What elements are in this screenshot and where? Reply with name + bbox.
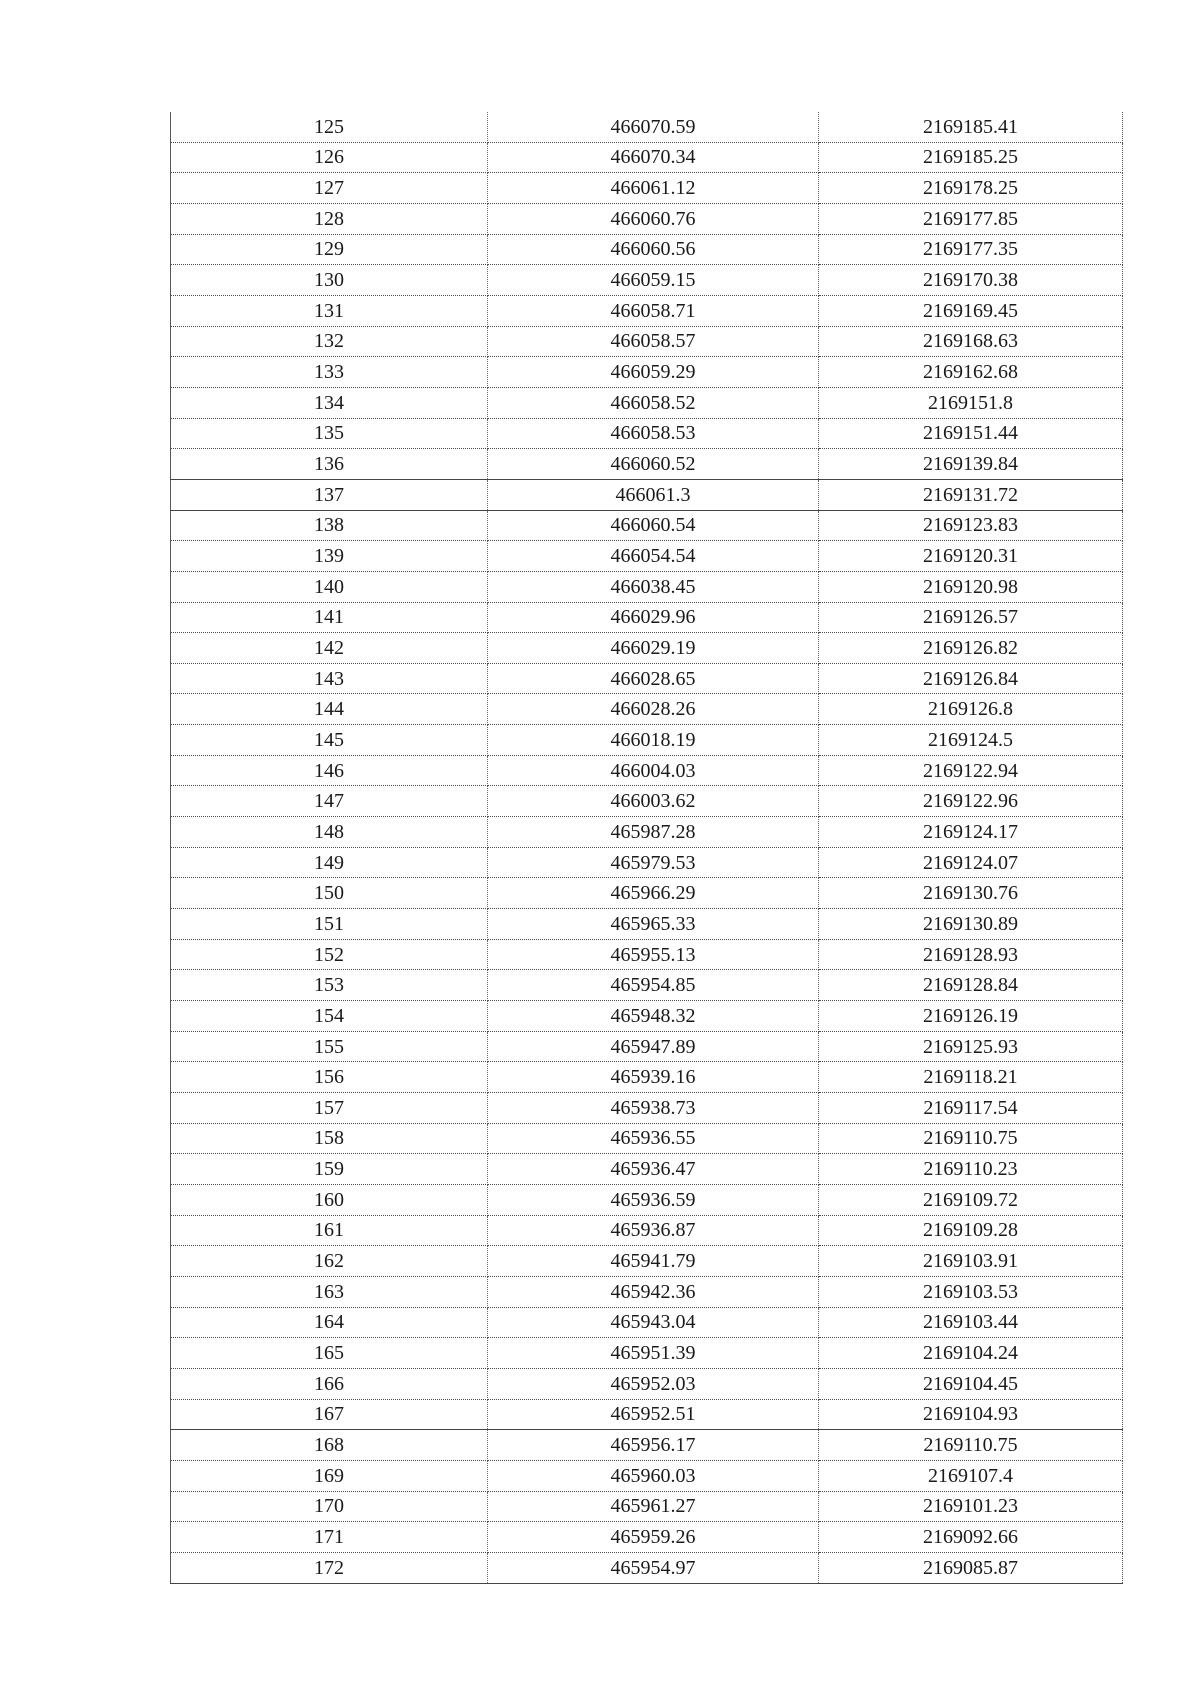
x-coordinate-cell: 465941.79 <box>488 1246 819 1277</box>
table-row <box>171 112 1123 142</box>
table-row <box>171 326 1123 357</box>
point-number-cell: 167 <box>171 1399 488 1430</box>
x-coordinate-cell: 465954.97 <box>488 1552 819 1583</box>
y-coordinate-cell: 2169120.31 <box>819 541 1123 572</box>
x-coordinate-cell: 466070.34 <box>488 142 819 173</box>
x-coordinate-cell: 465938.73 <box>488 1093 819 1124</box>
point-number-cell: 132 <box>171 326 488 357</box>
y-coordinate-cell: 2169126.82 <box>819 633 1123 664</box>
table-row <box>171 1062 1123 1093</box>
y-coordinate-cell: 2169168.63 <box>819 326 1123 357</box>
x-coordinate-cell: 466004.03 <box>488 755 819 786</box>
y-coordinate-cell: 2169139.84 <box>819 449 1123 480</box>
point-number-cell: 159 <box>171 1154 488 1185</box>
table-row <box>171 725 1123 756</box>
table-row <box>171 694 1123 725</box>
table-row <box>171 1001 1123 1032</box>
point-number-cell: 131 <box>171 295 488 326</box>
table-row <box>171 1460 1123 1491</box>
y-coordinate-cell: 2169103.91 <box>819 1246 1123 1277</box>
y-coordinate-cell: 2169185.41 <box>819 112 1123 142</box>
table-row <box>171 1184 1123 1215</box>
x-coordinate-cell: 466058.53 <box>488 418 819 449</box>
y-coordinate-cell: 2169110.75 <box>819 1123 1123 1154</box>
y-coordinate-cell: 2169103.44 <box>819 1307 1123 1338</box>
x-coordinate-cell: 465965.33 <box>488 909 819 940</box>
table-row <box>171 357 1123 388</box>
x-coordinate-cell: 466061.12 <box>488 173 819 204</box>
y-coordinate-cell: 2169120.98 <box>819 571 1123 602</box>
table-row <box>171 1154 1123 1185</box>
point-number-cell: 162 <box>171 1246 488 1277</box>
point-number-cell: 168 <box>171 1430 488 1461</box>
table-row <box>171 909 1123 940</box>
point-number-cell: 164 <box>171 1307 488 1338</box>
y-coordinate-cell: 2169162.68 <box>819 357 1123 388</box>
table-row <box>171 1093 1123 1124</box>
x-coordinate-cell: 465959.26 <box>488 1522 819 1553</box>
y-coordinate-cell: 2169109.72 <box>819 1184 1123 1215</box>
table-row <box>171 541 1123 572</box>
table-row <box>171 602 1123 633</box>
point-number-cell: 125 <box>171 112 488 142</box>
y-coordinate-cell: 2169107.4 <box>819 1460 1123 1491</box>
point-number-cell: 129 <box>171 234 488 265</box>
point-number-cell: 146 <box>171 755 488 786</box>
table-row <box>171 663 1123 694</box>
point-number-cell: 127 <box>171 173 488 204</box>
table-row <box>171 295 1123 326</box>
table-row <box>171 1399 1123 1430</box>
x-coordinate-cell: 465936.55 <box>488 1123 819 1154</box>
y-coordinate-cell: 2169130.76 <box>819 878 1123 909</box>
table-row <box>171 1491 1123 1522</box>
table-row <box>171 755 1123 786</box>
y-coordinate-cell: 2169151.8 <box>819 387 1123 418</box>
point-number-cell: 171 <box>171 1522 488 1553</box>
point-number-cell: 145 <box>171 725 488 756</box>
point-number-cell: 169 <box>171 1460 488 1491</box>
x-coordinate-cell: 466058.57 <box>488 326 819 357</box>
table-row <box>171 878 1123 909</box>
x-coordinate-cell: 466059.29 <box>488 357 819 388</box>
table-row <box>171 1552 1123 1583</box>
x-coordinate-cell: 465947.89 <box>488 1031 819 1062</box>
point-number-cell: 147 <box>171 786 488 817</box>
table-row <box>171 479 1123 510</box>
y-coordinate-cell: 2169117.54 <box>819 1093 1123 1124</box>
table-row <box>171 571 1123 602</box>
y-coordinate-cell: 2169151.44 <box>819 418 1123 449</box>
table-row <box>171 786 1123 817</box>
x-coordinate-cell: 466060.54 <box>488 510 819 541</box>
y-coordinate-cell: 2169125.93 <box>819 1031 1123 1062</box>
x-coordinate-cell: 465952.51 <box>488 1399 819 1430</box>
point-number-cell: 139 <box>171 541 488 572</box>
table-row <box>171 1031 1123 1062</box>
y-coordinate-cell: 2169123.83 <box>819 510 1123 541</box>
x-coordinate-cell: 466018.19 <box>488 725 819 756</box>
point-number-cell: 156 <box>171 1062 488 1093</box>
table-row <box>171 173 1123 204</box>
x-coordinate-cell: 466059.15 <box>488 265 819 296</box>
point-number-cell: 140 <box>171 571 488 602</box>
table-row <box>171 142 1123 173</box>
y-coordinate-cell: 2169085.87 <box>819 1552 1123 1583</box>
table-row <box>171 1215 1123 1246</box>
point-number-cell: 135 <box>171 418 488 449</box>
point-number-cell: 157 <box>171 1093 488 1124</box>
point-number-cell: 141 <box>171 602 488 633</box>
x-coordinate-cell: 465979.53 <box>488 847 819 878</box>
x-coordinate-cell: 466054.54 <box>488 541 819 572</box>
x-coordinate-cell: 465966.29 <box>488 878 819 909</box>
x-coordinate-cell: 466060.56 <box>488 234 819 265</box>
x-coordinate-cell: 465956.17 <box>488 1430 819 1461</box>
y-coordinate-cell: 2169104.93 <box>819 1399 1123 1430</box>
y-coordinate-cell: 2169128.93 <box>819 939 1123 970</box>
x-coordinate-cell: 465952.03 <box>488 1368 819 1399</box>
point-number-cell: 150 <box>171 878 488 909</box>
y-coordinate-cell: 2169092.66 <box>819 1522 1123 1553</box>
x-coordinate-cell: 465942.36 <box>488 1276 819 1307</box>
y-coordinate-cell: 2169126.8 <box>819 694 1123 725</box>
y-coordinate-cell: 2169122.94 <box>819 755 1123 786</box>
table-row <box>171 847 1123 878</box>
x-coordinate-cell: 466028.65 <box>488 663 819 694</box>
point-number-cell: 152 <box>171 939 488 970</box>
point-number-cell: 138 <box>171 510 488 541</box>
table-row <box>171 234 1123 265</box>
table-row <box>171 449 1123 480</box>
x-coordinate-cell: 465987.28 <box>488 817 819 848</box>
table-row <box>171 265 1123 296</box>
x-coordinate-cell: 466060.76 <box>488 203 819 234</box>
y-coordinate-cell: 2169170.38 <box>819 265 1123 296</box>
table-row <box>171 1522 1123 1553</box>
x-coordinate-cell: 465951.39 <box>488 1338 819 1369</box>
y-coordinate-cell: 2169169.45 <box>819 295 1123 326</box>
y-coordinate-cell: 2169104.24 <box>819 1338 1123 1369</box>
point-number-cell: 148 <box>171 817 488 848</box>
y-coordinate-cell: 2169131.72 <box>819 479 1123 510</box>
point-number-cell: 151 <box>171 909 488 940</box>
point-number-cell: 154 <box>171 1001 488 1032</box>
point-number-cell: 165 <box>171 1338 488 1369</box>
y-coordinate-cell: 2169124.07 <box>819 847 1123 878</box>
y-coordinate-cell: 2169185.25 <box>819 142 1123 173</box>
y-coordinate-cell: 2169126.57 <box>819 602 1123 633</box>
y-coordinate-cell: 2169101.23 <box>819 1491 1123 1522</box>
x-coordinate-cell: 465948.32 <box>488 1001 819 1032</box>
y-coordinate-cell: 2169177.85 <box>819 203 1123 234</box>
table-row <box>171 1430 1123 1461</box>
y-coordinate-cell: 2169109.28 <box>819 1215 1123 1246</box>
y-coordinate-cell: 2169126.84 <box>819 663 1123 694</box>
y-coordinate-cell: 2169177.35 <box>819 234 1123 265</box>
x-coordinate-cell: 465954.85 <box>488 970 819 1001</box>
coordinate-table <box>170 112 1123 1584</box>
x-coordinate-cell: 465943.04 <box>488 1307 819 1338</box>
point-number-cell: 158 <box>171 1123 488 1154</box>
x-coordinate-cell: 465936.87 <box>488 1215 819 1246</box>
point-number-cell: 160 <box>171 1184 488 1215</box>
x-coordinate-cell: 465936.47 <box>488 1154 819 1185</box>
x-coordinate-cell: 466061.3 <box>488 479 819 510</box>
x-coordinate-cell: 466029.19 <box>488 633 819 664</box>
x-coordinate-cell: 465961.27 <box>488 1491 819 1522</box>
y-coordinate-cell: 2169124.17 <box>819 817 1123 848</box>
x-coordinate-cell: 466038.45 <box>488 571 819 602</box>
table-row <box>171 387 1123 418</box>
coordinate-table-body <box>171 112 1123 1583</box>
table-row <box>171 1123 1123 1154</box>
y-coordinate-cell: 2169103.53 <box>819 1276 1123 1307</box>
y-coordinate-cell: 2169128.84 <box>819 970 1123 1001</box>
point-number-cell: 161 <box>171 1215 488 1246</box>
point-number-cell: 136 <box>171 449 488 480</box>
point-number-cell: 153 <box>171 970 488 1001</box>
x-coordinate-cell: 465955.13 <box>488 939 819 970</box>
table-row <box>171 510 1123 541</box>
x-coordinate-cell: 466058.52 <box>488 387 819 418</box>
point-number-cell: 149 <box>171 847 488 878</box>
x-coordinate-cell: 465960.03 <box>488 1460 819 1491</box>
table-row <box>171 817 1123 848</box>
y-coordinate-cell: 2169118.21 <box>819 1062 1123 1093</box>
x-coordinate-cell: 466028.26 <box>488 694 819 725</box>
y-coordinate-cell: 2169130.89 <box>819 909 1123 940</box>
y-coordinate-cell: 2169110.23 <box>819 1154 1123 1185</box>
point-number-cell: 137 <box>171 479 488 510</box>
point-number-cell: 166 <box>171 1368 488 1399</box>
point-number-cell: 128 <box>171 203 488 234</box>
x-coordinate-cell: 465936.59 <box>488 1184 819 1215</box>
point-number-cell: 163 <box>171 1276 488 1307</box>
point-number-cell: 130 <box>171 265 488 296</box>
x-coordinate-cell: 466070.59 <box>488 112 819 142</box>
table-row <box>171 203 1123 234</box>
x-coordinate-cell: 466029.96 <box>488 602 819 633</box>
point-number-cell: 142 <box>171 633 488 664</box>
table-row <box>171 1368 1123 1399</box>
point-number-cell: 170 <box>171 1491 488 1522</box>
table-row <box>171 1338 1123 1369</box>
y-coordinate-cell: 2169178.25 <box>819 173 1123 204</box>
x-coordinate-cell: 466003.62 <box>488 786 819 817</box>
y-coordinate-cell: 2169126.19 <box>819 1001 1123 1032</box>
point-number-cell: 134 <box>171 387 488 418</box>
point-number-cell: 143 <box>171 663 488 694</box>
x-coordinate-cell: 466058.71 <box>488 295 819 326</box>
point-number-cell: 155 <box>171 1031 488 1062</box>
table-row <box>171 939 1123 970</box>
y-coordinate-cell: 2169104.45 <box>819 1368 1123 1399</box>
table-row <box>171 1307 1123 1338</box>
point-number-cell: 126 <box>171 142 488 173</box>
x-coordinate-cell: 466060.52 <box>488 449 819 480</box>
y-coordinate-cell: 2169122.96 <box>819 786 1123 817</box>
point-number-cell: 133 <box>171 357 488 388</box>
y-coordinate-cell: 2169110.75 <box>819 1430 1123 1461</box>
point-number-cell: 172 <box>171 1552 488 1583</box>
table-row <box>171 633 1123 664</box>
table-row <box>171 970 1123 1001</box>
point-number-cell: 144 <box>171 694 488 725</box>
y-coordinate-cell: 2169124.5 <box>819 725 1123 756</box>
table-row <box>171 1246 1123 1277</box>
table-row <box>171 418 1123 449</box>
table-row <box>171 1276 1123 1307</box>
x-coordinate-cell: 465939.16 <box>488 1062 819 1093</box>
